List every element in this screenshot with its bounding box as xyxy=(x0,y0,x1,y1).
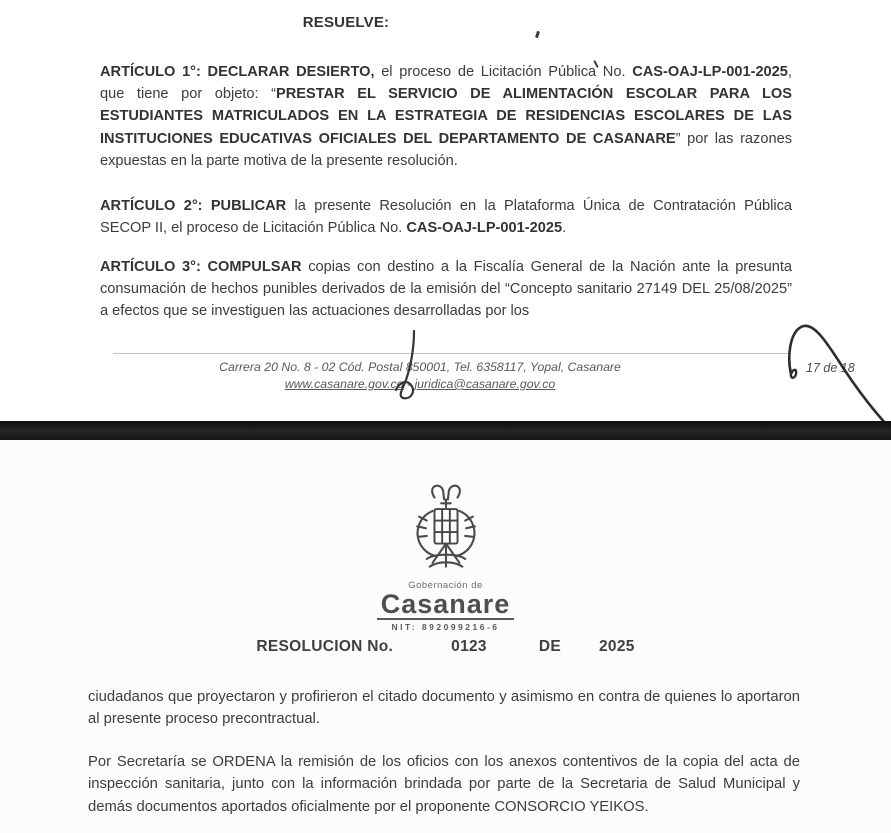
casanare-coat-of-arms-icon xyxy=(398,482,494,586)
process-number: CAS-OAJ-LP-001-2025 xyxy=(632,64,788,80)
article-2-label: ARTÍCULO 2°: PUBLICAR xyxy=(100,198,287,214)
pen-stroke-loop xyxy=(791,370,796,378)
article-1 xyxy=(100,61,792,172)
contract-object: PRESTAR EL SERVICIO DE ALIMENTACIÓN ESCOLAR PARA LOS ESTUDIANTES MATRICULADOS EN LA ESTRATEGIA DE RESIDENCIAS ESCOLARES DE LAS INSTITUCIONES EDUCATIVAS OFICIALES DEL DEPARTAMENTO DE CASANARE xyxy=(100,86,793,147)
body-paragraph: Por Secretaría se ORDENA la remisión de los oficios con los anexos contentivos de la copia del acta de inspección sanitaria, junto con la información brindada por parte de la Secretaria de Salud Municipal y demás documentos aportados oficialmente por el proponente CONSORCIO YEIKOS. xyxy=(88,754,800,815)
process-number: CAS-OAJ-LP-001-2025 xyxy=(406,220,563,237)
logo-org-name: Casanare xyxy=(377,591,515,620)
article-1-text: ” por las razones expuestas en la parte motiva de la presente resolución. xyxy=(100,130,792,169)
government-logo xyxy=(0,482,891,632)
page-number: 17 de 18 xyxy=(806,361,855,375)
article-2 xyxy=(100,195,792,239)
page-18 xyxy=(0,440,891,833)
website-link: www.casanare.gov.co xyxy=(284,377,404,391)
footer-address: Carrera 20 No. 8 - 02 Cód. Postal 850001, Tel. 6358117, Yopal, Casanare xyxy=(219,360,621,374)
resolution-title xyxy=(0,638,891,656)
page-footer xyxy=(170,359,670,393)
article-1-text: el proceso de Licitación Pública No. xyxy=(374,64,633,80)
logo-org-small: Gobernación de xyxy=(408,580,483,591)
footer-divider xyxy=(113,353,791,354)
resolution-label: RESOLUCION No. xyxy=(256,638,394,655)
email-link: juridica@casanare.gov.co xyxy=(414,377,556,391)
article-2-text: . xyxy=(562,220,567,237)
article-2-text: la presente Resolución en la Plataforma Única de Contratación Pública SECOP II, el proceso de Licitación Pública No. xyxy=(100,198,792,237)
article-3-label: ARTÍCULO 3°: COMPULSAR xyxy=(100,259,302,275)
article-1-text: , que tiene por objeto: “ xyxy=(100,64,792,103)
article-1-label: ARTÍCULO 1°: DECLARAR DESIERTO, xyxy=(100,64,375,80)
scan-artifact xyxy=(535,31,540,39)
page-break-band xyxy=(0,421,891,440)
article-3-text: copias con destino a la Fiscalía General de la Nación ante la presunta consumación de hechos punibles derivados de la emisión del “Concepto sanitario 27149 DEL 25/08/2025” a efectos que se investiguen las actuaciones desarrolladas por los xyxy=(100,259,792,320)
footer-links xyxy=(170,376,670,393)
footer-separator: - xyxy=(406,377,412,391)
resolution-number: 0123 xyxy=(451,638,487,655)
resolution-year: 2025 xyxy=(598,638,635,655)
body-paragraph: ciudadanos que proyectaron y profirieron el citado documento y asimismo en contra de quienes lo aportaron al presente proceso precontractual. xyxy=(88,689,800,728)
resolution-de: DE xyxy=(538,638,561,655)
resuelve-heading: RESUELVE: xyxy=(302,14,390,31)
logo-nit: NIT: 892099216-6 xyxy=(391,622,500,632)
article-3 xyxy=(100,256,792,323)
